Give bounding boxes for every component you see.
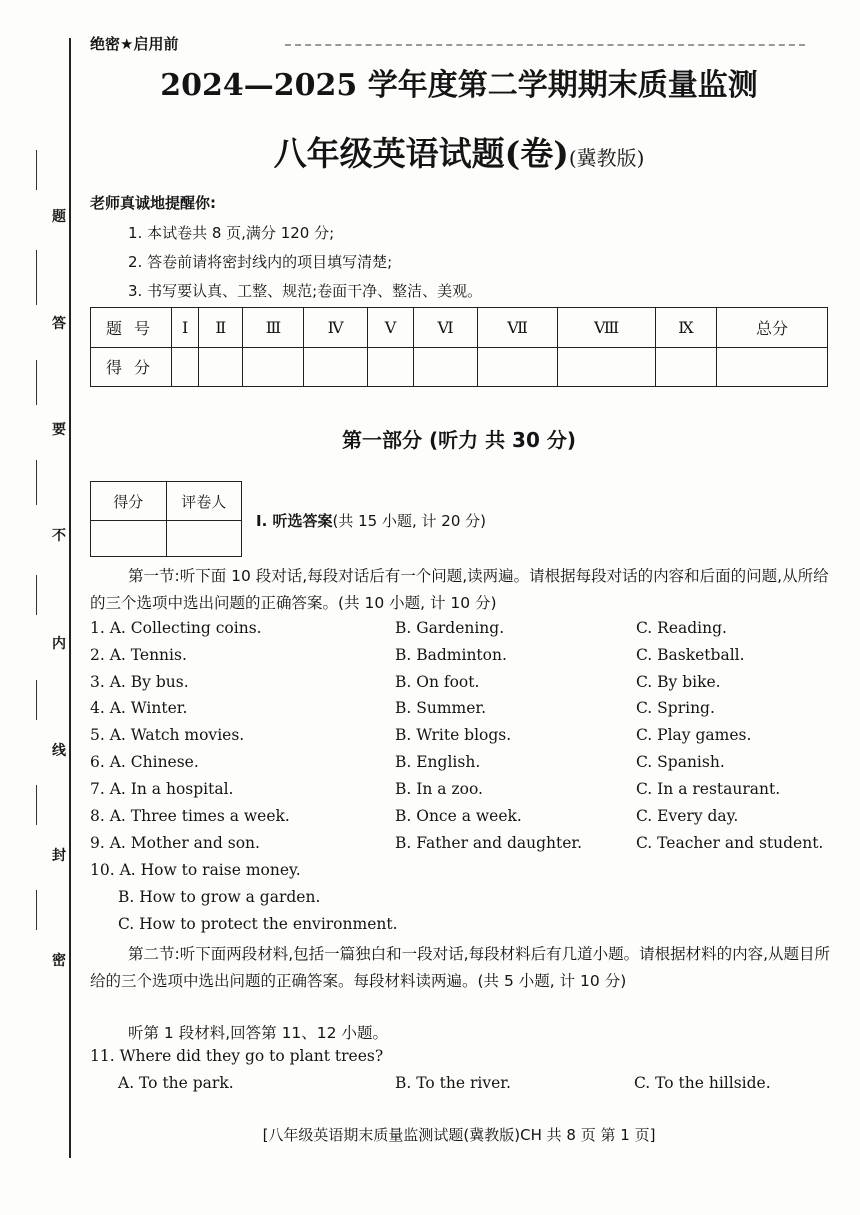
option-c: C. Play games. (636, 726, 752, 744)
option-a: 9. A. Mother and son. (90, 834, 260, 852)
option-b: B. In a zoo. (395, 780, 483, 798)
option-c: C. By bike. (636, 673, 721, 691)
divider (36, 680, 37, 720)
notice-item: 1. 本试卷共 8 页,满分 120 分; (128, 224, 335, 242)
q10-option-b: B. How to grow a garden. (118, 888, 321, 906)
confidential-label: 绝密★启用前 (90, 35, 179, 53)
seal-char: 题 (52, 209, 66, 225)
column-header: Ⅳ (304, 308, 367, 348)
option-b: B. Write blogs. (395, 726, 512, 744)
seal-char: 内 (52, 636, 66, 652)
divider (36, 150, 37, 190)
option-a: 7. A. In a hospital. (90, 780, 234, 798)
section1-instructions: 第一节:听下面 10 段对话,每段对话后有一个问题,读两遍。请根据每段对话的内容和后面的问题,从所给的三个选项中选出问题的正确答案。(共 10 小题, 计 10 分) (90, 567, 829, 612)
column-header: Ⅲ (243, 308, 304, 348)
option-b: B. On foot. (395, 673, 480, 691)
score-cell[interactable] (414, 347, 478, 387)
option-c: C. Teacher and student. (636, 834, 824, 852)
score-cell[interactable] (655, 347, 716, 387)
grader-name-label: 评卷人 (166, 482, 242, 521)
edition-label: (冀教版) (568, 146, 645, 170)
option-c: C. Spanish. (636, 753, 725, 771)
column-header: Ⅰ (172, 308, 199, 348)
page-footer: [八年级英语期末质量监测试题(冀教版)CH 共 8 页 第 1 页] (262, 1126, 656, 1144)
divider (36, 890, 37, 930)
score-table-score-row (91, 347, 828, 387)
score-cell[interactable] (304, 347, 367, 387)
grader-score-cell[interactable] (91, 521, 167, 557)
notice-item: 3. 书写要认真、工整、规范;卷面干净、整洁、美观。 (128, 282, 483, 300)
seal-char: 密 (52, 953, 66, 969)
option-b: B. Summer. (395, 699, 487, 717)
exam-title: 2024—2025 学年度第二学期期末质量监测 (160, 68, 758, 103)
column-header: Ⅸ (655, 308, 716, 348)
option-a: 6. A. Chinese. (90, 753, 199, 771)
option-b: B. Badminton. (395, 646, 507, 664)
grader-name-cell[interactable] (166, 521, 242, 557)
option-c: C. Basketball. (636, 646, 745, 664)
option-a: A. To the park. (118, 1074, 234, 1092)
grader-box (90, 481, 242, 557)
score-cell[interactable] (172, 347, 199, 387)
column-header: Ⅱ (199, 308, 243, 348)
column-header: Ⅶ (477, 308, 558, 348)
option-c: C. Reading. (636, 619, 727, 637)
option-b: B. Father and daughter. (395, 834, 583, 852)
score-cell-total[interactable] (717, 347, 828, 387)
listen-instruction: 听第 1 段材料,回答第 11、12 小题。 (128, 1024, 388, 1042)
option-b: B. English. (395, 753, 481, 771)
header-dashes (285, 44, 805, 46)
score-cell[interactable] (199, 347, 243, 387)
option-a: 8. A. Three times a week. (90, 807, 290, 825)
score-cell[interactable] (477, 347, 558, 387)
seal-char: 不 (52, 528, 66, 544)
score-cell[interactable] (367, 347, 414, 387)
divider (36, 460, 37, 505)
column-header: Ⅵ (414, 308, 478, 348)
column-header-total: 总分 (717, 308, 828, 348)
option-b: B. To the river. (395, 1074, 511, 1092)
section-note: (共 15 小题, 计 20 分) (332, 512, 487, 530)
section2-instructions: 第二节:听下面两段材料,包括一篇独白和一段对话,每段材料后有几道小题。请根据材料的内容,从题目所给的三个选项中选出问题的正确答案。每段材料读两遍。(共 5 小题, 计 10 分) (90, 945, 831, 990)
q10-option-a: 10. A. How to raise money. (90, 861, 301, 879)
seal-char: 线 (52, 743, 66, 759)
option-c: C. Spring. (636, 699, 715, 717)
q11-stem: 11. Where did they go to plant trees? (90, 1047, 384, 1065)
column-header: Ⅴ (367, 308, 414, 348)
option-a: 3. A. By bus. (90, 673, 189, 691)
score-label: 得分 (91, 347, 172, 387)
option-b: B. Once a week. (395, 807, 522, 825)
option-a: 4. A. Winter. (90, 699, 188, 717)
option-c: C. In a restaurant. (636, 780, 781, 798)
divider (36, 785, 37, 825)
column-header: Ⅷ (558, 308, 655, 348)
notice-item: 2. 答卷前请将密封线内的项目填写清楚; (128, 253, 393, 271)
seal-char: 答 (52, 316, 66, 332)
option-a: 1. A. Collecting coins. (90, 619, 262, 637)
seal-char: 要 (52, 422, 66, 438)
score-cell[interactable] (243, 347, 304, 387)
divider (36, 250, 37, 305)
option-c: C. To the hillside. (634, 1074, 771, 1092)
divider (36, 360, 37, 405)
part1-title: 第一部分 (听力 共 30 分) (342, 428, 576, 452)
seal-char: 封 (52, 848, 66, 864)
seal-line (69, 38, 71, 1158)
score-table-header-row (91, 308, 828, 348)
seal-margin (0, 0, 70, 1215)
option-a: 2. A. Tennis. (90, 646, 187, 664)
score-table (90, 307, 828, 387)
notice-heading: 老师真诚地提醒你: (90, 194, 216, 212)
grader-score-label: 得分 (91, 482, 167, 521)
option-c: C. Every day. (636, 807, 739, 825)
exam-subtitle (88, 128, 830, 175)
subtitle-text: 八年级英语试题(卷) (273, 134, 569, 173)
section-title-text: Ⅰ. 听选答案 (256, 512, 333, 530)
divider (36, 575, 37, 615)
q10-option-c: C. How to protect the environment. (118, 915, 398, 933)
section-title (256, 510, 486, 531)
option-b: B. Gardening. (395, 619, 505, 637)
question-number-label: 题号 (91, 308, 172, 348)
option-a: 5. A. Watch movies. (90, 726, 245, 744)
score-cell[interactable] (558, 347, 655, 387)
